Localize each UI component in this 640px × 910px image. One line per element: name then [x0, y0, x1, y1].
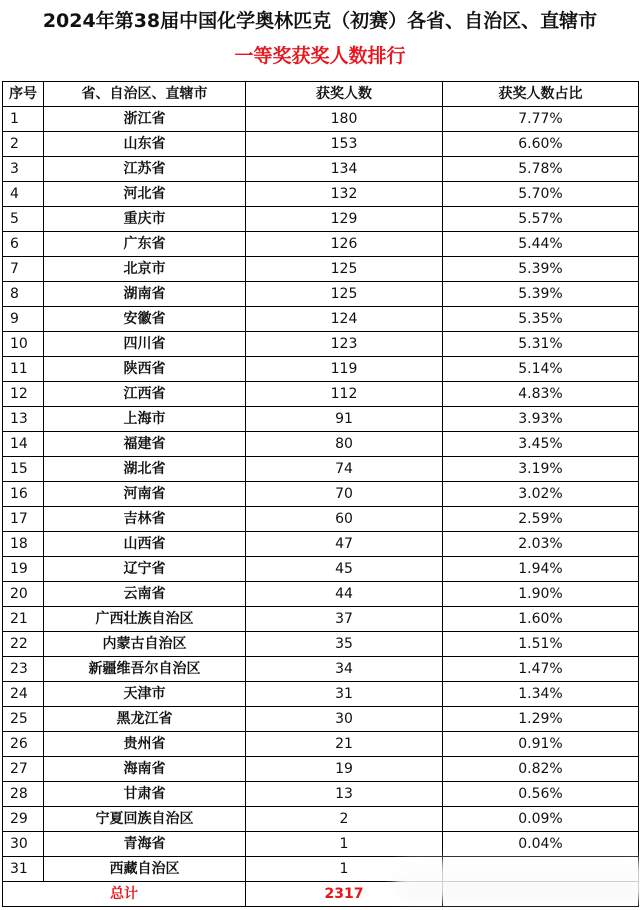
cell-province: 山西省	[44, 532, 246, 557]
cell-share: 5.78%	[443, 157, 639, 182]
total-count: 2317	[246, 882, 443, 907]
cell-share: 5.44%	[443, 232, 639, 257]
cell-province: 西藏自治区	[44, 857, 246, 882]
cell-count: 13	[246, 782, 443, 807]
cell-province: 四川省	[44, 332, 246, 357]
table-header	[3, 82, 639, 107]
cell-count: 1	[246, 857, 443, 882]
cell-rank: 2	[3, 132, 44, 157]
header-rank: 序号	[3, 82, 44, 107]
table-row	[3, 532, 639, 557]
cell-rank: 6	[3, 232, 44, 257]
table-row	[3, 732, 639, 757]
table-row	[3, 432, 639, 457]
cell-province: 福建省	[44, 432, 246, 457]
table-row	[3, 707, 639, 732]
cell-rank: 24	[3, 682, 44, 707]
cell-province: 甘肃省	[44, 782, 246, 807]
cell-share: 5.31%	[443, 332, 639, 357]
cell-share: 7.77%	[443, 107, 639, 132]
cell-count: 180	[246, 107, 443, 132]
table-row	[3, 282, 639, 307]
cell-count: 112	[246, 382, 443, 407]
cell-share: 3.45%	[443, 432, 639, 457]
cell-rank: 7	[3, 257, 44, 282]
table-row	[3, 557, 639, 582]
cell-share: 2.59%	[443, 507, 639, 532]
table-row	[3, 357, 639, 382]
cell-province: 吉林省	[44, 507, 246, 532]
cell-count: 30	[246, 707, 443, 732]
header-count: 获奖人数	[246, 82, 443, 107]
cell-count: 44	[246, 582, 443, 607]
table-row	[3, 332, 639, 357]
cell-rank: 29	[3, 807, 44, 832]
table-row	[3, 832, 639, 857]
cell-province: 黑龙江省	[44, 707, 246, 732]
cell-province: 浙江省	[44, 107, 246, 132]
cell-rank: 20	[3, 582, 44, 607]
cell-share: 5.35%	[443, 307, 639, 332]
cell-province: 湖北省	[44, 457, 246, 482]
table-row	[3, 782, 639, 807]
table-row	[3, 182, 639, 207]
cell-share: 5.57%	[443, 207, 639, 232]
cell-count: 132	[246, 182, 443, 207]
cell-count: 125	[246, 257, 443, 282]
table-row	[3, 157, 639, 182]
cell-share: 0.56%	[443, 782, 639, 807]
cell-count: 124	[246, 307, 443, 332]
cell-province: 安徽省	[44, 307, 246, 332]
cell-share: 6.60%	[443, 132, 639, 157]
cell-province: 内蒙古自治区	[44, 632, 246, 657]
cell-rank: 3	[3, 157, 44, 182]
cell-count: 129	[246, 207, 443, 232]
cell-share: 0.09%	[443, 807, 639, 832]
cell-share: 1.47%	[443, 657, 639, 682]
cell-count: 126	[246, 232, 443, 257]
cell-count: 134	[246, 157, 443, 182]
cell-rank: 17	[3, 507, 44, 532]
cell-rank: 28	[3, 782, 44, 807]
blurred-watermark	[395, 860, 640, 900]
cell-count: 21	[246, 732, 443, 757]
header-share: 获奖人数占比	[443, 82, 639, 107]
table-row	[3, 457, 639, 482]
cell-rank: 12	[3, 382, 44, 407]
cell-count: 34	[246, 657, 443, 682]
cell-rank: 18	[3, 532, 44, 557]
cell-province: 海南省	[44, 757, 246, 782]
cell-count: 80	[246, 432, 443, 457]
cell-rank: 10	[3, 332, 44, 357]
cell-province: 广西壮族自治区	[44, 607, 246, 632]
table-row	[3, 682, 639, 707]
cell-share: 2.03%	[443, 532, 639, 557]
cell-rank: 4	[3, 182, 44, 207]
cell-count: 70	[246, 482, 443, 507]
cell-province: 江西省	[44, 382, 246, 407]
cell-rank: 9	[3, 307, 44, 332]
cell-share: 1.29%	[443, 707, 639, 732]
cell-share: 5.39%	[443, 257, 639, 282]
cell-count: 1	[246, 832, 443, 857]
table-row	[3, 807, 639, 832]
cell-rank: 1	[3, 107, 44, 132]
table-row	[3, 107, 639, 132]
cell-province: 辽宁省	[44, 557, 246, 582]
cell-province: 贵州省	[44, 732, 246, 757]
cell-share: 1.51%	[443, 632, 639, 657]
cell-count: 153	[246, 132, 443, 157]
table-row	[3, 232, 639, 257]
table-body	[3, 107, 639, 882]
cell-share: 0.82%	[443, 757, 639, 782]
table-row	[3, 257, 639, 282]
cell-rank: 8	[3, 282, 44, 307]
title-block	[0, 0, 640, 76]
cell-count: 2	[246, 807, 443, 832]
cell-count: 37	[246, 607, 443, 632]
cell-share: 3.02%	[443, 482, 639, 507]
cell-rank: 13	[3, 407, 44, 432]
table-row	[3, 407, 639, 432]
cell-share: 5.70%	[443, 182, 639, 207]
cell-province: 湖南省	[44, 282, 246, 307]
cell-count: 125	[246, 282, 443, 307]
cell-province: 北京市	[44, 257, 246, 282]
table-row	[3, 382, 639, 407]
cell-share: 3.19%	[443, 457, 639, 482]
cell-rank: 5	[3, 207, 44, 232]
cell-province: 陕西省	[44, 357, 246, 382]
cell-count: 31	[246, 682, 443, 707]
cell-province: 天津市	[44, 682, 246, 707]
cell-count: 91	[246, 407, 443, 432]
cell-share: 1.90%	[443, 582, 639, 607]
cell-province: 广东省	[44, 232, 246, 257]
cell-rank: 27	[3, 757, 44, 782]
page-title: 2024年第38届中国化学奥林匹克（初赛）各省、自治区、直辖市	[42, 10, 598, 32]
cell-count: 47	[246, 532, 443, 557]
cell-province: 江苏省	[44, 157, 246, 182]
cell-count: 45	[246, 557, 443, 582]
header-province: 省、自治区、直辖市	[44, 82, 246, 107]
table-row	[3, 757, 639, 782]
table-row	[3, 307, 639, 332]
table-row	[3, 607, 639, 632]
cell-province: 河南省	[44, 482, 246, 507]
ranking-table	[2, 81, 639, 907]
cell-rank: 26	[3, 732, 44, 757]
cell-share: 3.93%	[443, 407, 639, 432]
cell-share: 1.94%	[443, 557, 639, 582]
cell-rank: 31	[3, 857, 44, 882]
cell-province: 重庆市	[44, 207, 246, 232]
table-row	[3, 482, 639, 507]
table-row	[3, 207, 639, 232]
header-row	[3, 82, 639, 107]
cell-count: 19	[246, 757, 443, 782]
cell-province: 宁夏回族自治区	[44, 807, 246, 832]
total-label: 总计	[3, 882, 246, 907]
cell-share: 5.39%	[443, 282, 639, 307]
cell-rank: 11	[3, 357, 44, 382]
table-row	[3, 582, 639, 607]
cell-province: 河北省	[44, 182, 246, 207]
cell-rank: 23	[3, 657, 44, 682]
cell-rank: 14	[3, 432, 44, 457]
cell-province: 青海省	[44, 832, 246, 857]
cell-province: 上海市	[44, 407, 246, 432]
cell-rank: 15	[3, 457, 44, 482]
cell-share: 1.34%	[443, 682, 639, 707]
table-row	[3, 632, 639, 657]
cell-province: 山东省	[44, 132, 246, 157]
cell-share: 5.14%	[443, 357, 639, 382]
cell-rank: 19	[3, 557, 44, 582]
table-row	[3, 657, 639, 682]
cell-rank: 30	[3, 832, 44, 857]
table-row	[3, 507, 639, 532]
cell-share: 0.04%	[443, 832, 639, 857]
cell-count: 60	[246, 507, 443, 532]
cell-count: 123	[246, 332, 443, 357]
cell-province: 新疆维吾尔自治区	[44, 657, 246, 682]
table-row	[3, 132, 639, 157]
cell-rank: 21	[3, 607, 44, 632]
cell-share: 4.83%	[443, 382, 639, 407]
cell-rank: 22	[3, 632, 44, 657]
cell-share: 0.91%	[443, 732, 639, 757]
cell-count: 119	[246, 357, 443, 382]
cell-count: 35	[246, 632, 443, 657]
page-subtitle: 一等奖获奖人数排行	[234, 45, 406, 67]
cell-count: 74	[246, 457, 443, 482]
cell-share: 1.60%	[443, 607, 639, 632]
cell-rank: 25	[3, 707, 44, 732]
cell-province: 云南省	[44, 582, 246, 607]
cell-rank: 16	[3, 482, 44, 507]
